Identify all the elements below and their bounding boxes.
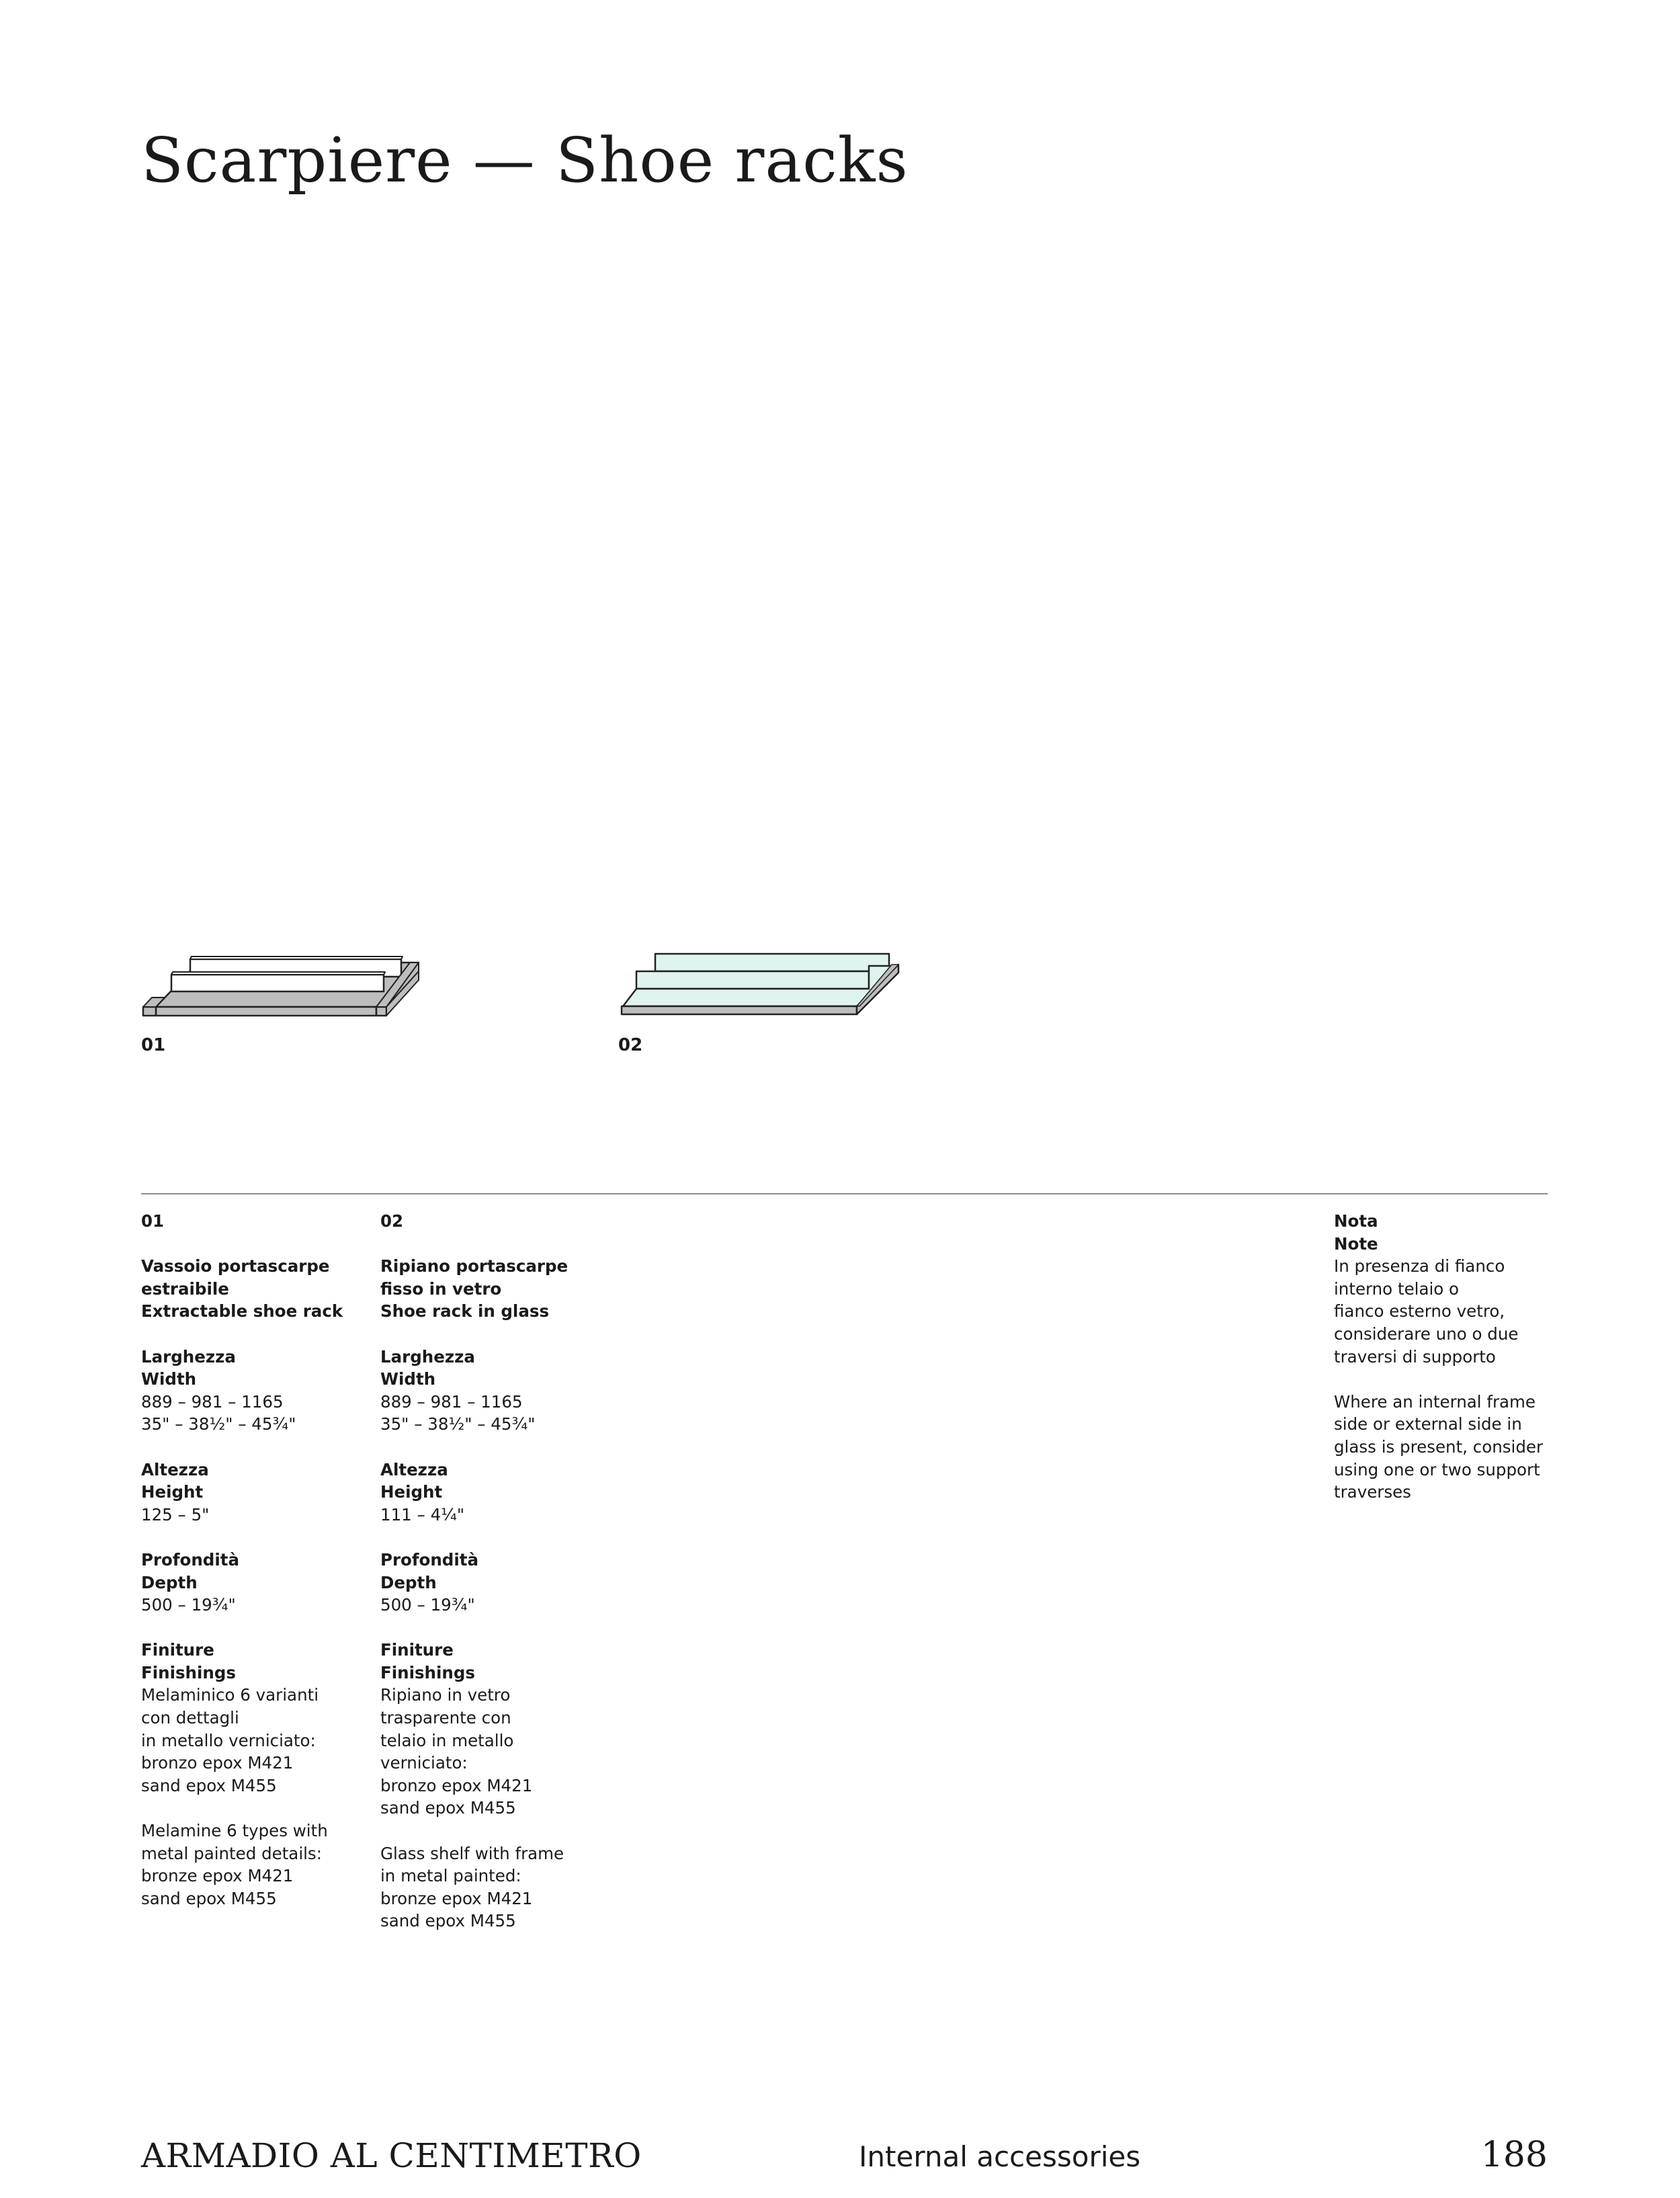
spec-line (141, 1323, 343, 1346)
spec-line: metal painted details: (141, 1843, 322, 1863)
footer-section: Internal accessories (859, 2140, 1141, 2173)
page-title: Scarpiere — Shoe racks (141, 124, 909, 196)
figure-label-01: 01 (141, 1035, 166, 1055)
spec-line (380, 1617, 568, 1639)
spec-line: traversi di supporto (1334, 1346, 1496, 1367)
spec-line: bronze epox M421 (380, 1888, 533, 1908)
spec-line: sand epox M455 (141, 1888, 277, 1908)
spec-line: Where an internal frame (1334, 1391, 1536, 1412)
spec-line: Finiture (141, 1640, 214, 1660)
spec-line: interno telaio o (1334, 1278, 1460, 1299)
spec-line: trasparente con (380, 1708, 511, 1728)
spec-line: Note (1334, 1233, 1378, 1254)
spec-line: Profondità (380, 1549, 478, 1570)
spec-line: Finishings (141, 1662, 236, 1682)
spec-line: Extractable shoe rack (141, 1301, 343, 1321)
spec-line: in metal painted: (380, 1866, 521, 1886)
tray-left-rail (143, 1007, 156, 1016)
spec-line: 889 – 981 – 1165 (380, 1391, 523, 1412)
spec-line (141, 1617, 343, 1639)
spec-line: Glass shelf with frame (380, 1843, 564, 1863)
spec-line: Width (380, 1369, 436, 1389)
spec-line: in metallo verniciato: (141, 1730, 316, 1750)
spec-line: 500 – 19¾" (141, 1595, 236, 1615)
spec-line: bronze epox M421 (141, 1866, 294, 1886)
spec-line: 125 – 5" (141, 1504, 210, 1524)
spec-line: bronzo epox M421 (380, 1775, 533, 1795)
spec-line: estraibile (141, 1278, 229, 1299)
spec-line: Finiture (380, 1640, 454, 1660)
section-divider (141, 1193, 1548, 1194)
spec-line (1334, 1368, 1543, 1391)
spec-line: In presenza di fianco (1334, 1256, 1505, 1276)
spec-line: sand epox M455 (380, 1911, 516, 1931)
glass-front-step (636, 971, 869, 989)
shoe-rack-figure-01 (138, 938, 433, 1018)
spec-line: considerare uno o due (1334, 1324, 1519, 1344)
spec-line: fianco esterno vetro, (1334, 1301, 1505, 1321)
page-number: 188 (1480, 2135, 1548, 2175)
glass-back-step (655, 954, 889, 971)
spec-line (380, 1233, 568, 1256)
spec-line: Profondità (141, 1549, 239, 1570)
rack-front-step-top (171, 972, 385, 975)
extractable-shoe-rack-drawing (138, 938, 433, 1018)
figure-label-02: 02 (618, 1035, 643, 1055)
spec-line: Melamine 6 types with (141, 1821, 328, 1841)
tray-right-rail (376, 1007, 386, 1016)
spec-line: side or external side in (1334, 1414, 1522, 1434)
spec-line: Altezza (141, 1459, 209, 1479)
spec-line: 889 – 981 – 1165 (141, 1391, 284, 1412)
spec-line (141, 1526, 343, 1549)
spec-line: sand epox M455 (380, 1798, 516, 1818)
spec-line: Shoe rack in glass (380, 1301, 550, 1321)
spec-line (141, 1797, 343, 1820)
spec-line: Vassoio portascarpe (141, 1256, 330, 1276)
spec-line: Finishings (380, 1662, 475, 1682)
rack-front-step (171, 975, 384, 991)
spec-line: Height (380, 1482, 443, 1502)
spec-line: verniciato: (380, 1753, 468, 1773)
spec-column-01 (141, 1210, 343, 1910)
spec-line: Nota (1334, 1211, 1378, 1231)
spec-line: Melaminico 6 varianti (141, 1685, 319, 1705)
spec-line: Height (141, 1482, 204, 1502)
spec-line: fisso in vetro (380, 1278, 502, 1299)
spec-line (380, 1526, 568, 1549)
spec-line: 111 – 4¼" (380, 1504, 465, 1524)
spec-line: glass is present, consider (1334, 1436, 1544, 1457)
spec-line: con dettagli (141, 1708, 239, 1728)
spec-line: Ripiano in vetro (380, 1685, 511, 1705)
glass-shoe-rack-drawing (615, 944, 904, 1022)
spec-line: sand epox M455 (141, 1775, 277, 1795)
rack-back-step-top (190, 956, 403, 959)
tray-front-edge (156, 1007, 376, 1016)
spec-line: using one or two support (1334, 1459, 1540, 1479)
spec-line (141, 1436, 343, 1459)
frame-front-edge (622, 1006, 857, 1014)
spec-line: 500 – 19¾" (380, 1595, 475, 1615)
footer-brand: ARMADIO AL CENTIMETRO (141, 2136, 642, 2175)
spec-line: Altezza (380, 1459, 448, 1479)
spec-line: 02 (380, 1211, 404, 1231)
spec-line: Ripiano portascarpe (380, 1256, 569, 1276)
spec-line (141, 1233, 343, 1256)
spec-line: Width (141, 1369, 197, 1389)
spec-line: traverses (1334, 1482, 1411, 1502)
spec-line: Depth (380, 1572, 437, 1592)
spec-line (380, 1820, 568, 1842)
spec-line: Depth (141, 1572, 198, 1592)
spec-line: 01 (141, 1211, 165, 1231)
note-column (1334, 1210, 1543, 1504)
spec-line (380, 1436, 568, 1459)
shoe-rack-figure-02 (615, 944, 904, 1022)
spec-line: telaio in metallo (380, 1730, 514, 1750)
spec-line: bronzo epox M421 (141, 1753, 294, 1773)
spec-column-02 (380, 1210, 568, 1932)
spec-line: 35" – 38½" – 45¾" (380, 1414, 536, 1434)
spec-line: Larghezza (141, 1346, 236, 1367)
spec-line: 35" – 38½" – 45¾" (141, 1414, 296, 1434)
spec-line (380, 1323, 568, 1346)
spec-line: Larghezza (380, 1346, 475, 1367)
